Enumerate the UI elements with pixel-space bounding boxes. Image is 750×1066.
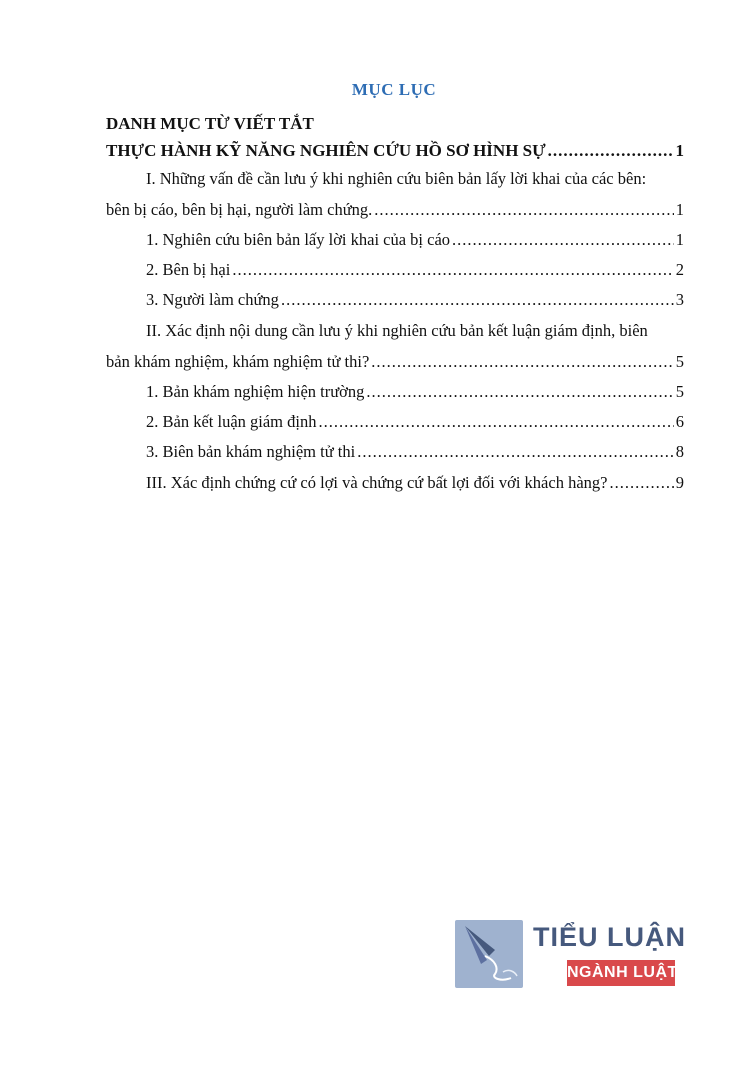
toc-entry-sec1[interactable] <box>106 200 684 220</box>
toc-entry-sec1-line1[interactable]: I. Những vấn đề cần lưu ý khi nghiên cứu biên bản lấy lời khai của các bên: <box>146 169 647 188</box>
toc-page-number: 6 <box>675 412 684 431</box>
logo-badge: NGÀNH LUẬT <box>567 960 675 986</box>
toc-page-number: 5 <box>675 382 684 401</box>
toc-leader <box>548 141 674 161</box>
toc-leader <box>366 382 673 402</box>
toc-entry-text: bản khám nghiệm, khám nghiệm tử thi? <box>106 352 370 371</box>
toc-entry-sec2-item3[interactable] <box>146 442 684 462</box>
toc-page-number: 3 <box>675 290 684 309</box>
toc-entry-sec2-item1[interactable] <box>146 382 684 402</box>
toc-page-number: 9 <box>675 473 684 492</box>
toc-leader <box>318 412 673 432</box>
toc-page-number: 5 <box>675 352 684 371</box>
toc-entry-text: 2. Bản kết luận giám định <box>146 412 317 431</box>
toc-entry-text: 2. Bên bị hại <box>146 260 231 279</box>
toc-page-number: 8 <box>675 442 684 461</box>
toc-leader <box>357 442 674 462</box>
toc-entry-sec1-item3[interactable] <box>146 290 684 310</box>
toc-leader <box>452 230 674 250</box>
toc-entry-text: 3. Biên bản khám nghiệm tử thi <box>146 442 356 461</box>
pen-nib-icon <box>455 920 523 988</box>
site-logo <box>455 920 686 992</box>
abbreviation-heading: DANH MỤC TỪ VIẾT TẮT <box>106 114 314 133</box>
toc-title: MỤC LỤC <box>351 80 437 99</box>
toc-leader <box>371 352 673 372</box>
toc-entry-sec2-line1[interactable]: II. Xác định nội dung cần lưu ý khi nghiên cứu bản kết luận giám định, biên <box>146 321 648 340</box>
toc-entry-text: 3. Người làm chứng <box>146 290 279 309</box>
toc-entry-main[interactable] <box>106 141 684 161</box>
toc-leader <box>281 290 674 310</box>
toc-entry-sec1-item1[interactable] <box>146 230 684 250</box>
toc-page-number: 1 <box>675 141 684 160</box>
toc-entry-sec2[interactable] <box>106 352 684 372</box>
toc-entry-text: bên bị cáo, bên bị hại, người làm chứng. <box>106 200 373 219</box>
toc-entry-sec1-item2[interactable] <box>146 260 684 280</box>
toc-leader <box>374 200 673 220</box>
toc-leader <box>609 473 673 493</box>
toc-entry-text: 1. Nghiên cứu biên bản lấy lời khai của bị cáo <box>146 230 451 249</box>
toc-entry-sec2-item2[interactable] <box>146 412 684 432</box>
toc-entry-sec3[interactable] <box>146 473 684 493</box>
toc-page-number: 2 <box>675 260 684 279</box>
toc-entry-text: 1. Bản khám nghiệm hiện trường <box>146 382 365 401</box>
logo-title: TIỂU LUẬN <box>533 922 686 952</box>
toc-page-number: 1 <box>675 200 684 219</box>
toc-page-number: 1 <box>675 230 684 249</box>
toc-leader <box>232 260 673 280</box>
toc-entry-text: III. Xác định chứng cứ có lợi và chứng cứ bất lợi đối với khách hàng? <box>146 473 608 492</box>
toc-entry-text: THỰC HÀNH KỸ NĂNG NGHIÊN CỨU HỒ SƠ HÌNH SỰ <box>106 141 546 160</box>
